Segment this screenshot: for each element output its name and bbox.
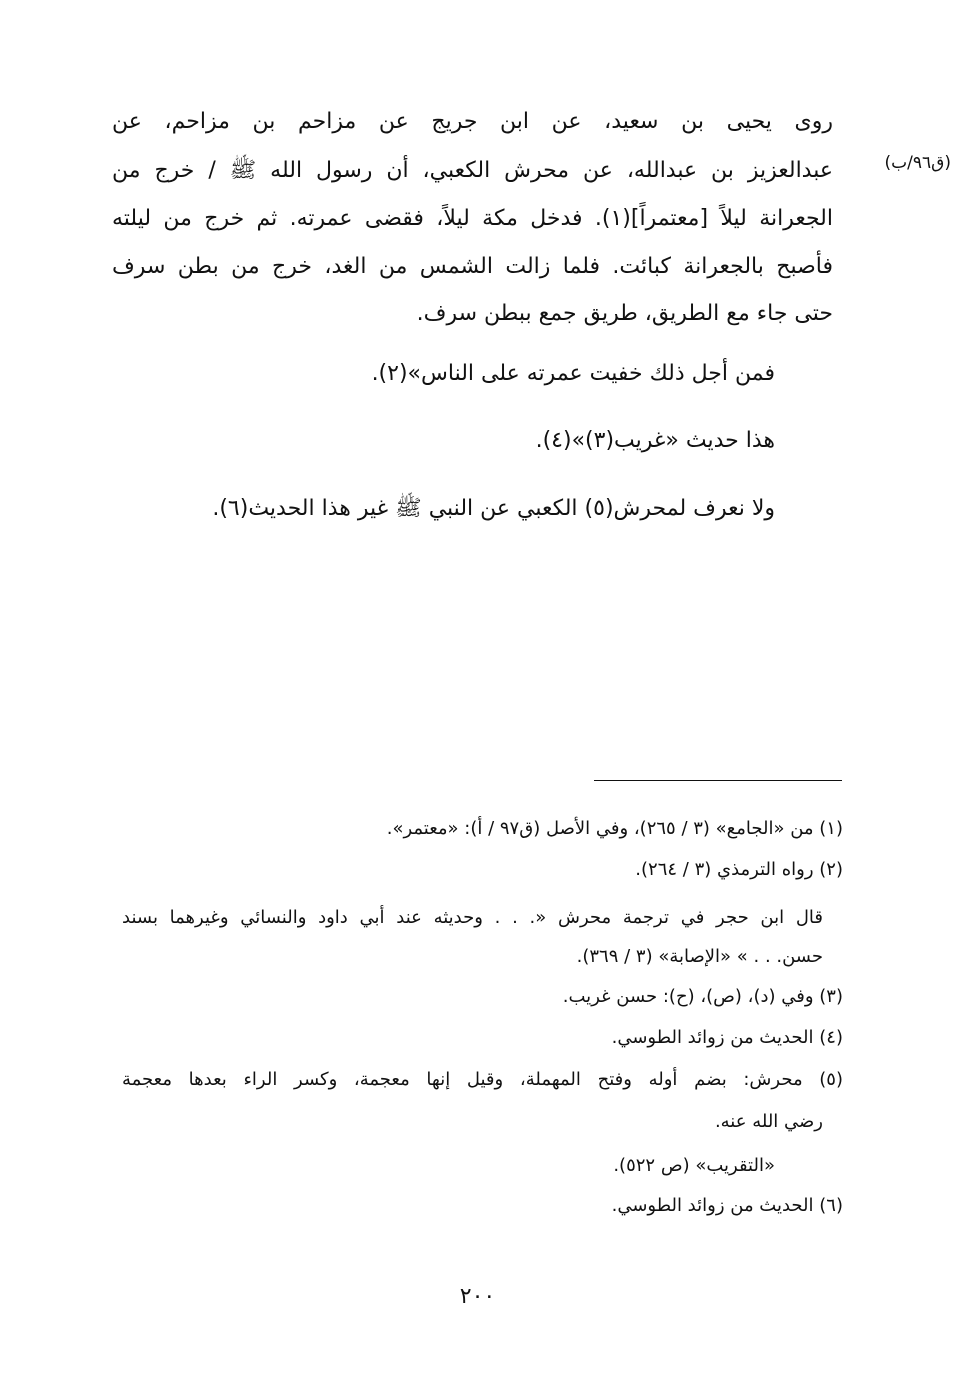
- paragraph: فمن أجل ذلك خفيت عمرته على الناس»(٢).: [371, 361, 775, 386]
- footnote: (٤) الحديث من زوائد الطوسي.: [611, 1027, 843, 1048]
- main-text-line: فأصبح بالجعرانة كبائت. فلما زالت الشمس من الغد، خرج من بطن سرف: [112, 254, 833, 279]
- main-text-line: حتى جاء مع الطريق، طريق جمع ببطن سرف.: [416, 301, 833, 326]
- footnote-citation: «التقريب» (ص ٥٢٢).: [613, 1155, 775, 1176]
- footnote: (٣) وفي (د)، (ص)، (ح): حسن غريب.: [562, 986, 843, 1007]
- paragraph: هذا حديث «غريب(٣)»(٤).: [535, 428, 775, 453]
- main-text-line: الجعرانة ليلاً [معتمراً](١). فدخل مكة ليلاً، فقضى عمرته. ثم خرج من ليلته: [112, 206, 833, 231]
- footnote-separator: [594, 780, 842, 781]
- footnote-continuation: حسن. . . » «الإصابة» (٣ / ٣٦٩).: [576, 946, 823, 967]
- footnote: (٢) رواه الترمذي (٣ / ٢٦٤).: [635, 859, 843, 880]
- footnote: (٥) محرش: بضم أوله وفتح المهملة، وقيل إنها معجمة، وكسر الراء بعدها معجمة: [122, 1069, 843, 1090]
- footnote-continuation: قال ابن حجر في ترجمة محرش «. . . وحديثه عند أبي داود والنسائي وغيرهما بسند: [122, 907, 823, 928]
- page-number: ٢٠٠: [459, 1284, 496, 1309]
- main-text-line: روى يحيى بن سعيد، عن ابن جريج عن مزاحم بن مزاحم، عن: [112, 109, 833, 134]
- margin-note: (ق٩٦/ب): [884, 153, 951, 173]
- main-text-line: عبدالعزيز بن عبدالله، عن محرش الكعبي، أن رسول الله ﷺ / خرج من: [112, 158, 833, 183]
- footnote: (١) من «الجامع» (٣ / ٢٦٥)، وفي الأصل (ق٩٧ / أ): «معتمر».: [386, 818, 843, 839]
- paragraph: ولا نعرف لمحرش(٥) الكعبي عن النبي ﷺ غير هذا الحديث(٦).: [212, 496, 775, 521]
- footnote-continuation: رضي الله عنه.: [714, 1111, 823, 1132]
- footnote: (٦) الحديث من زوائد الطوسي.: [611, 1195, 843, 1216]
